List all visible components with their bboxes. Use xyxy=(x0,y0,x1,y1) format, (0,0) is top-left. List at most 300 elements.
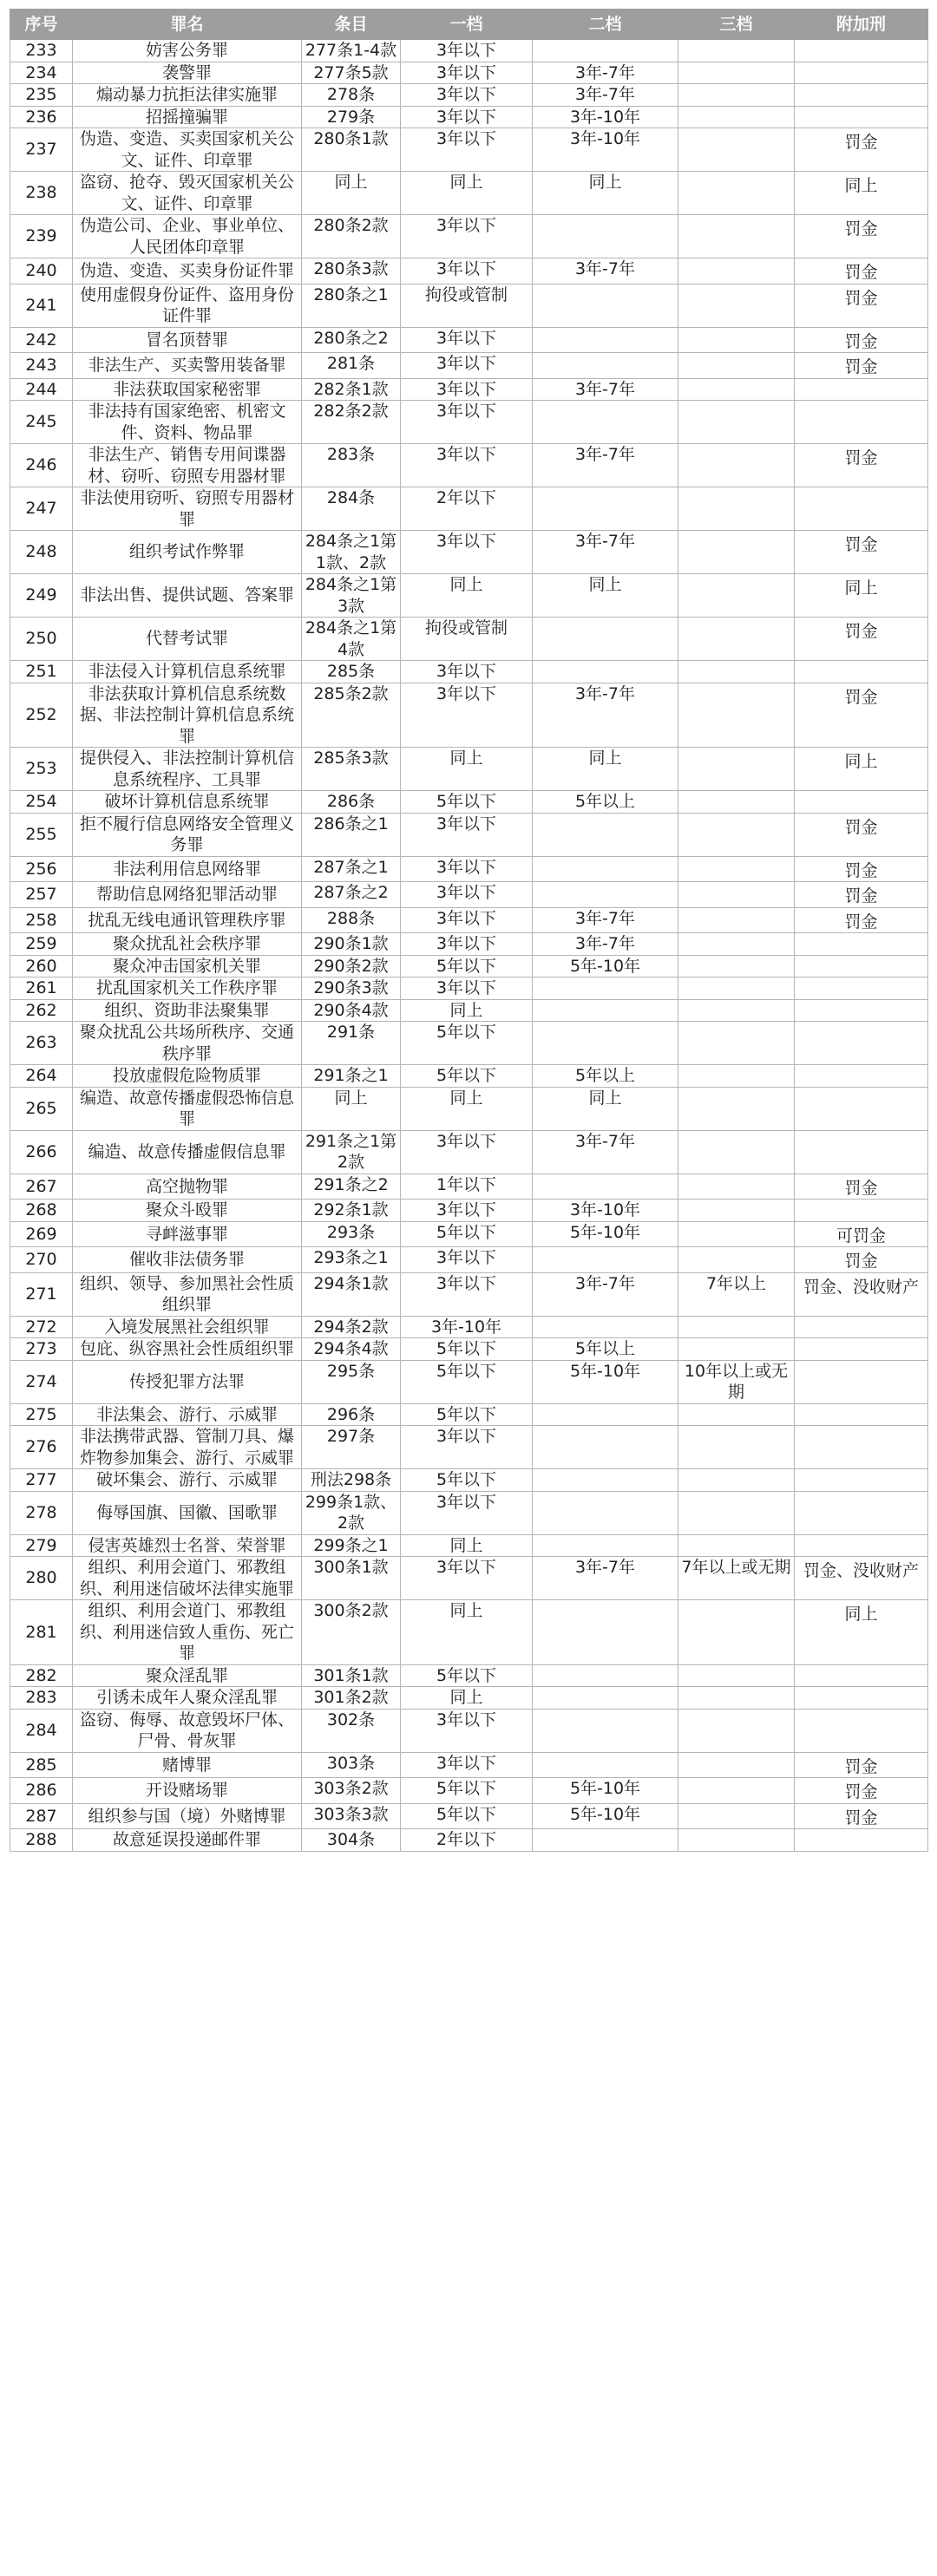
tier-2-sentence xyxy=(533,1174,678,1200)
row-index: 245 xyxy=(10,401,73,444)
article-ref: 296条 xyxy=(302,1403,401,1426)
row-index: 273 xyxy=(10,1338,73,1361)
article-ref: 304条 xyxy=(302,1829,401,1852)
tier-3-sentence xyxy=(678,1829,795,1852)
table-row xyxy=(10,401,928,444)
article-ref: 303条 xyxy=(302,1752,401,1778)
tier-1-sentence: 3年以下 xyxy=(401,856,533,882)
tier-2-sentence xyxy=(533,1247,678,1273)
table-row xyxy=(10,1200,928,1222)
table-row xyxy=(10,1426,928,1469)
additional-penalty xyxy=(795,40,928,62)
crime-name: 高空抛物罪 xyxy=(73,1174,302,1200)
row-index: 244 xyxy=(10,378,73,401)
tier-3-sentence xyxy=(678,1469,795,1492)
row-index: 260 xyxy=(10,955,73,977)
tier-2-sentence: 3年-7年 xyxy=(533,1272,678,1316)
crime-name: 赌博罪 xyxy=(73,1752,302,1778)
row-index: 249 xyxy=(10,574,73,618)
article-ref: 285条 xyxy=(302,661,401,683)
tier-3-sentence xyxy=(678,258,795,284)
header-tier-2: 二档 xyxy=(533,10,678,40)
crime-name: 非法持有国家绝密、机密文件、资料、物品罪 xyxy=(73,401,302,444)
article-ref: 282条1款 xyxy=(302,378,401,401)
crime-name: 伪造、变造、买卖国家机关公文、证件、印章罪 xyxy=(73,128,302,172)
crime-name: 伪造公司、企业、事业单位、人民团体印章罪 xyxy=(73,215,302,258)
row-index: 284 xyxy=(10,1709,73,1752)
article-ref: 290条2款 xyxy=(302,955,401,977)
tier-2-sentence: 3年-7年 xyxy=(533,1130,678,1174)
article-ref: 284条之1第4款 xyxy=(302,618,401,661)
tier-1-sentence: 5年以下 xyxy=(401,1022,533,1065)
table-row xyxy=(10,106,928,128)
tier-1-sentence: 2年以下 xyxy=(401,487,533,531)
tier-3-sentence xyxy=(678,574,795,618)
tier-3-sentence xyxy=(678,106,795,128)
row-index: 242 xyxy=(10,327,73,353)
row-index: 240 xyxy=(10,258,73,284)
additional-penalty: 同上 xyxy=(795,574,928,618)
article-ref: 290条3款 xyxy=(302,977,401,1000)
tier-2-sentence: 3年-7年 xyxy=(533,907,678,933)
tier-3-sentence xyxy=(678,1247,795,1273)
crime-name: 非法生产、销售专用间谍器材、窃听、窃照专用器材罪 xyxy=(73,444,302,487)
tier-3-sentence xyxy=(678,1200,795,1222)
tier-2-sentence: 同上 xyxy=(533,1087,678,1130)
row-index: 236 xyxy=(10,106,73,128)
tier-1-sentence: 3年以下 xyxy=(401,128,533,172)
crime-name: 聚众冲击国家机关罪 xyxy=(73,955,302,977)
row-index: 234 xyxy=(10,62,73,84)
tier-2-sentence: 3年-7年 xyxy=(533,683,678,748)
table-row xyxy=(10,128,928,172)
tier-3-sentence xyxy=(678,444,795,487)
crime-name: 传授犯罪方法罪 xyxy=(73,1360,302,1403)
tier-3-sentence xyxy=(678,1709,795,1752)
tier-3-sentence xyxy=(678,531,795,574)
article-ref: 295条 xyxy=(302,1360,401,1403)
tier-1-sentence: 3年以下 xyxy=(401,882,533,908)
table-row xyxy=(10,882,928,908)
tier-3-sentence xyxy=(678,1221,795,1247)
tier-2-sentence xyxy=(533,487,678,531)
tier-1-sentence: 3年以下 xyxy=(401,933,533,956)
table-row xyxy=(10,813,928,856)
table-row xyxy=(10,84,928,107)
tier-1-sentence: 3年以下 xyxy=(401,1130,533,1174)
crime-name: 聚众淫乱罪 xyxy=(73,1664,302,1687)
crime-name: 侵害英雄烈士名誉、荣誉罪 xyxy=(73,1534,302,1557)
crime-name: 引诱未成年人聚众淫乱罪 xyxy=(73,1687,302,1710)
row-index: 276 xyxy=(10,1426,73,1469)
tier-1-sentence: 5年以下 xyxy=(401,1360,533,1403)
article-ref: 280条之2 xyxy=(302,327,401,353)
tier-1-sentence: 同上 xyxy=(401,1534,533,1557)
table-row xyxy=(10,999,928,1022)
table-row xyxy=(10,1803,928,1829)
article-ref: 292条1款 xyxy=(302,1200,401,1222)
tier-2-sentence: 3年-7年 xyxy=(533,84,678,107)
row-index: 281 xyxy=(10,1600,73,1665)
tier-1-sentence: 3年以下 xyxy=(401,1752,533,1778)
tier-3-sentence: 10年以上或无期 xyxy=(678,1360,795,1403)
tier-1-sentence: 3年以下 xyxy=(401,531,533,574)
row-index: 277 xyxy=(10,1469,73,1492)
tier-1-sentence: 3年以下 xyxy=(401,907,533,933)
tier-3-sentence xyxy=(678,1778,795,1804)
crime-name: 编造、故意传播虚假信息罪 xyxy=(73,1130,302,1174)
additional-penalty xyxy=(795,1087,928,1130)
table-row xyxy=(10,1687,928,1710)
article-ref: 同上 xyxy=(302,172,401,215)
row-index: 264 xyxy=(10,1065,73,1088)
article-ref: 285条2款 xyxy=(302,683,401,748)
additional-penalty: 同上 xyxy=(795,1600,928,1665)
tier-1-sentence: 3年以下 xyxy=(401,84,533,107)
crime-name: 催收非法债务罪 xyxy=(73,1247,302,1273)
additional-penalty: 罚金 xyxy=(795,1247,928,1273)
additional-penalty xyxy=(795,1534,928,1557)
article-ref: 同上 xyxy=(302,1087,401,1130)
crime-name: 拒不履行信息网络安全管理义务罪 xyxy=(73,813,302,856)
tier-3-sentence xyxy=(678,84,795,107)
crime-name: 非法获取计算机信息系统数据、非法控制计算机信息系统罪 xyxy=(73,683,302,748)
table-row xyxy=(10,1338,928,1361)
row-index: 252 xyxy=(10,683,73,748)
table-row xyxy=(10,531,928,574)
crime-name: 编造、故意传播虚假恐怖信息罪 xyxy=(73,1087,302,1130)
row-index: 258 xyxy=(10,907,73,933)
tier-3-sentence xyxy=(678,1687,795,1710)
table-row xyxy=(10,1221,928,1247)
row-index: 270 xyxy=(10,1247,73,1273)
row-index: 246 xyxy=(10,444,73,487)
article-ref: 284条之1第1款、2款 xyxy=(302,531,401,574)
additional-penalty xyxy=(795,401,928,444)
tier-2-sentence: 5年以上 xyxy=(533,1065,678,1088)
tier-3-sentence xyxy=(678,353,795,379)
tier-2-sentence xyxy=(533,1022,678,1065)
tier-3-sentence xyxy=(678,907,795,933)
table-row xyxy=(10,1829,928,1852)
tier-1-sentence: 3年以下 xyxy=(401,444,533,487)
tier-3-sentence: 7年以上 xyxy=(678,1272,795,1316)
tier-1-sentence: 3年以下 xyxy=(401,378,533,401)
tier-3-sentence xyxy=(678,1534,795,1557)
tier-3-sentence xyxy=(678,1174,795,1200)
table-row xyxy=(10,791,928,814)
crime-name: 扰乱无线电通讯管理秩序罪 xyxy=(73,907,302,933)
crime-name: 袭警罪 xyxy=(73,62,302,84)
additional-penalty xyxy=(795,378,928,401)
table-row xyxy=(10,258,928,284)
crime-name: 非法生产、买卖警用装备罪 xyxy=(73,353,302,379)
additional-penalty xyxy=(795,1687,928,1710)
tier-3-sentence xyxy=(678,1338,795,1361)
article-ref: 293条 xyxy=(302,1221,401,1247)
article-ref: 291条之1 xyxy=(302,1065,401,1088)
additional-penalty xyxy=(795,999,928,1022)
table-row xyxy=(10,284,928,327)
tier-2-sentence xyxy=(533,1403,678,1426)
row-index: 271 xyxy=(10,1272,73,1316)
table-row xyxy=(10,1752,928,1778)
tier-1-sentence: 5年以下 xyxy=(401,1778,533,1804)
additional-penalty: 罚金 xyxy=(795,1752,928,1778)
additional-penalty xyxy=(795,1664,928,1687)
row-index: 237 xyxy=(10,128,73,172)
header-article: 条目 xyxy=(302,10,401,40)
row-index: 279 xyxy=(10,1534,73,1557)
crime-name: 聚众扰乱社会秩序罪 xyxy=(73,933,302,956)
tier-1-sentence: 5年以下 xyxy=(401,1221,533,1247)
table-row xyxy=(10,378,928,401)
table-row xyxy=(10,1469,928,1492)
additional-penalty: 可罚金 xyxy=(795,1221,928,1247)
table-row xyxy=(10,933,928,956)
additional-penalty: 罚金 xyxy=(795,618,928,661)
table-row xyxy=(10,1130,928,1174)
article-ref: 284条之1第3款 xyxy=(302,574,401,618)
crime-name: 组织参与国（境）外赌博罪 xyxy=(73,1803,302,1829)
row-index: 283 xyxy=(10,1687,73,1710)
article-ref: 300条1款 xyxy=(302,1557,401,1600)
row-index: 253 xyxy=(10,748,73,791)
table-row xyxy=(10,1403,928,1426)
tier-1-sentence: 5年以下 xyxy=(401,1403,533,1426)
additional-penalty: 罚金 xyxy=(795,444,928,487)
additional-penalty xyxy=(795,1130,928,1174)
tier-1-sentence: 3年以下 xyxy=(401,215,533,258)
article-ref: 303条3款 xyxy=(302,1803,401,1829)
tier-3-sentence xyxy=(678,1491,795,1534)
crime-name: 聚众扰乱公共场所秩序、交通秩序罪 xyxy=(73,1022,302,1065)
tier-2-sentence: 5年-10年 xyxy=(533,1803,678,1829)
tier-3-sentence xyxy=(678,1022,795,1065)
crime-name: 破坏计算机信息系统罪 xyxy=(73,791,302,814)
additional-penalty: 罚金 xyxy=(795,882,928,908)
tier-3-sentence xyxy=(678,215,795,258)
additional-penalty: 同上 xyxy=(795,748,928,791)
tier-3-sentence xyxy=(678,40,795,62)
additional-penalty: 同上 xyxy=(795,172,928,215)
tier-2-sentence xyxy=(533,999,678,1022)
article-ref: 282条2款 xyxy=(302,401,401,444)
additional-penalty xyxy=(795,487,928,531)
crime-name: 伪造、变造、买卖身份证件罪 xyxy=(73,258,302,284)
article-ref: 302条 xyxy=(302,1709,401,1752)
tier-3-sentence xyxy=(678,661,795,683)
tier-3-sentence xyxy=(678,1316,795,1338)
tier-2-sentence xyxy=(533,284,678,327)
tier-2-sentence: 同上 xyxy=(533,574,678,618)
additional-penalty: 罚金 xyxy=(795,856,928,882)
additional-penalty: 罚金 xyxy=(795,353,928,379)
row-index: 247 xyxy=(10,487,73,531)
row-index: 282 xyxy=(10,1664,73,1687)
article-ref: 288条 xyxy=(302,907,401,933)
table-row xyxy=(10,1557,928,1600)
tier-2-sentence: 3年-7年 xyxy=(533,444,678,487)
article-ref: 284条 xyxy=(302,487,401,531)
tier-1-sentence: 5年以下 xyxy=(401,955,533,977)
crime-name: 组织、领导、参加黑社会性质组织罪 xyxy=(73,1272,302,1316)
tier-2-sentence xyxy=(533,353,678,379)
row-index: 278 xyxy=(10,1491,73,1534)
article-ref: 286条 xyxy=(302,791,401,814)
additional-penalty xyxy=(795,1491,928,1534)
tier-2-sentence xyxy=(533,1316,678,1338)
tier-3-sentence xyxy=(678,791,795,814)
article-ref: 280条3款 xyxy=(302,258,401,284)
crime-name: 非法使用窃听、窃照专用器材罪 xyxy=(73,487,302,531)
tier-1-sentence: 拘役或管制 xyxy=(401,284,533,327)
table-row xyxy=(10,1778,928,1804)
tier-3-sentence xyxy=(678,1600,795,1665)
article-ref: 277条5款 xyxy=(302,62,401,84)
crime-name: 冒名顶替罪 xyxy=(73,327,302,353)
header-tier-3: 三档 xyxy=(678,10,795,40)
tier-2-sentence xyxy=(533,856,678,882)
row-index: 250 xyxy=(10,618,73,661)
tier-3-sentence xyxy=(678,1752,795,1778)
crime-name: 组织、利用会道门、邪教组织、利用迷信破坏法律实施罪 xyxy=(73,1557,302,1600)
row-index: 287 xyxy=(10,1803,73,1829)
row-index: 280 xyxy=(10,1557,73,1600)
table-row xyxy=(10,683,928,748)
crime-name: 破坏集会、游行、示威罪 xyxy=(73,1469,302,1492)
row-index: 272 xyxy=(10,1316,73,1338)
row-index: 285 xyxy=(10,1752,73,1778)
tier-2-sentence: 同上 xyxy=(533,172,678,215)
table-row xyxy=(10,977,928,1000)
tier-2-sentence xyxy=(533,1426,678,1469)
row-index: 255 xyxy=(10,813,73,856)
additional-penalty xyxy=(795,1065,928,1088)
tier-2-sentence xyxy=(533,618,678,661)
tier-1-sentence: 拘役或管制 xyxy=(401,618,533,661)
tier-2-sentence: 3年-10年 xyxy=(533,128,678,172)
tier-1-sentence: 3年以下 xyxy=(401,1557,533,1600)
tier-2-sentence: 5年以上 xyxy=(533,791,678,814)
tier-3-sentence xyxy=(678,856,795,882)
crime-name: 非法出售、提供试题、答案罪 xyxy=(73,574,302,618)
article-ref: 290条4款 xyxy=(302,999,401,1022)
row-index: 275 xyxy=(10,1403,73,1426)
row-index: 243 xyxy=(10,353,73,379)
tier-2-sentence xyxy=(533,1664,678,1687)
crime-name: 扰乱国家机关工作秩序罪 xyxy=(73,977,302,1000)
additional-penalty: 罚金、没收财产 xyxy=(795,1272,928,1316)
article-ref: 300条2款 xyxy=(302,1600,401,1665)
tier-2-sentence xyxy=(533,401,678,444)
additional-penalty xyxy=(795,1360,928,1403)
article-ref: 278条 xyxy=(302,84,401,107)
tier-3-sentence xyxy=(678,1664,795,1687)
row-index: 288 xyxy=(10,1829,73,1852)
tier-1-sentence: 3年以下 xyxy=(401,661,533,683)
row-index: 248 xyxy=(10,531,73,574)
crime-name: 组织、资助非法聚集罪 xyxy=(73,999,302,1022)
table-row xyxy=(10,62,928,84)
tier-3-sentence xyxy=(678,487,795,531)
header-additional-penalty: 附加刑 xyxy=(795,10,928,40)
tier-1-sentence: 3年以下 xyxy=(401,62,533,84)
table-row xyxy=(10,1247,928,1273)
header-index: 序号 xyxy=(10,10,73,40)
additional-penalty: 罚金、没收财产 xyxy=(795,1557,928,1600)
tier-3-sentence xyxy=(678,378,795,401)
row-index: 274 xyxy=(10,1360,73,1403)
tier-2-sentence: 5年-10年 xyxy=(533,1221,678,1247)
row-index: 259 xyxy=(10,933,73,956)
tier-1-sentence: 5年以下 xyxy=(401,1469,533,1492)
table-row xyxy=(10,661,928,683)
tier-2-sentence: 3年-7年 xyxy=(533,531,678,574)
tier-1-sentence: 5年以下 xyxy=(401,1803,533,1829)
tier-2-sentence xyxy=(533,40,678,62)
additional-penalty: 罚金 xyxy=(795,1174,928,1200)
row-index: 261 xyxy=(10,977,73,1000)
tier-1-sentence: 3年以下 xyxy=(401,40,533,62)
tier-1-sentence: 同上 xyxy=(401,1600,533,1665)
crime-name: 盗窃、侮辱、故意毁坏尸体、尸骨、骨灰罪 xyxy=(73,1709,302,1752)
crime-name: 代替考试罪 xyxy=(73,618,302,661)
crime-name: 侮辱国旗、国徽、国歌罪 xyxy=(73,1491,302,1534)
tier-1-sentence: 3年以下 xyxy=(401,401,533,444)
crime-name: 帮助信息网络犯罪活动罪 xyxy=(73,882,302,908)
row-index: 241 xyxy=(10,284,73,327)
tier-3-sentence xyxy=(678,977,795,1000)
tier-1-sentence: 3年以下 xyxy=(401,683,533,748)
additional-penalty xyxy=(795,1469,928,1492)
table-row xyxy=(10,1534,928,1557)
article-ref: 299条之1 xyxy=(302,1534,401,1557)
tier-2-sentence xyxy=(533,1709,678,1752)
article-ref: 277条1-4款 xyxy=(302,40,401,62)
table-row xyxy=(10,327,928,353)
tier-2-sentence xyxy=(533,1829,678,1852)
additional-penalty: 罚金 xyxy=(795,327,928,353)
tier-3-sentence xyxy=(678,999,795,1022)
table-row xyxy=(10,1316,928,1338)
article-ref: 287条之1 xyxy=(302,856,401,882)
article-ref: 293条之1 xyxy=(302,1247,401,1273)
tier-1-sentence: 3年以下 xyxy=(401,106,533,128)
table-row xyxy=(10,1272,928,1316)
tier-2-sentence xyxy=(533,1469,678,1492)
article-ref: 291条 xyxy=(302,1022,401,1065)
article-ref: 290条1款 xyxy=(302,933,401,956)
crime-name: 非法集会、游行、示威罪 xyxy=(73,1403,302,1426)
row-index: 238 xyxy=(10,172,73,215)
table-row xyxy=(10,487,928,531)
additional-penalty xyxy=(795,791,928,814)
row-index: 254 xyxy=(10,791,73,814)
tier-1-sentence: 3年以下 xyxy=(401,353,533,379)
tier-3-sentence xyxy=(678,1426,795,1469)
table-row xyxy=(10,748,928,791)
tier-3-sentence xyxy=(678,683,795,748)
tier-2-sentence xyxy=(533,215,678,258)
crime-sentencing-table xyxy=(10,9,928,1852)
article-ref: 279条 xyxy=(302,106,401,128)
tier-3-sentence xyxy=(678,933,795,956)
additional-penalty xyxy=(795,1338,928,1361)
table-row xyxy=(10,353,928,379)
tier-2-sentence xyxy=(533,1491,678,1534)
crime-name: 使用虚假身份证件、盗用身份证件罪 xyxy=(73,284,302,327)
